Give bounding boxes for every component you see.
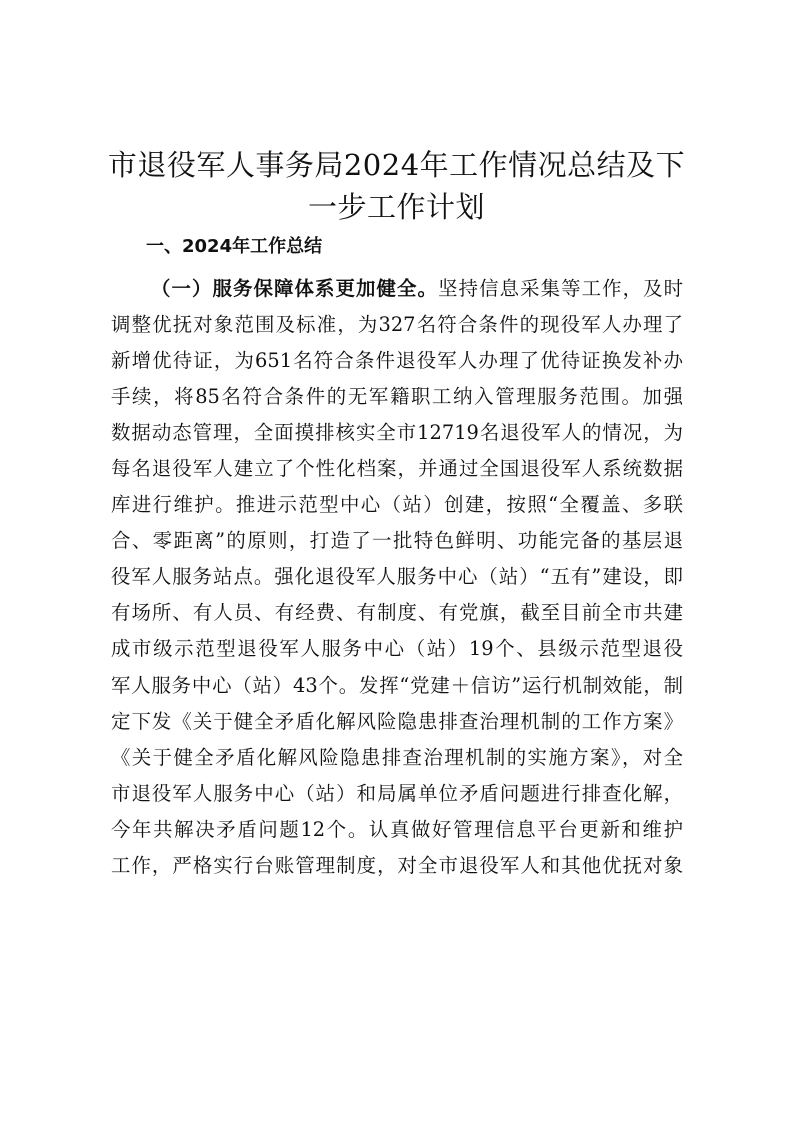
paragraph-line: 数据动态管理，全面摸排核实全市12719名退役军人的情况，为 — [111, 421, 683, 445]
paragraph-line: 调整优抚对象范围及标准，为327名符合条件的现役军人办理了 — [111, 313, 683, 337]
paragraph-line: 合、零距离”的原则，打造了一批特色鲜明、功能完备的基层退 — [111, 529, 683, 553]
paragraph-line: 《关于健全矛盾化解风险隐患排查治理机制的实施方案》，对全 — [111, 745, 683, 769]
paragraph-line: 每名退役军人建立了个性化档案，并通过全国退役军人系统数据 — [111, 457, 683, 481]
paragraph-line: 成市级示范型退役军人服务中心（站）19个、县级示范型退役 — [111, 637, 683, 661]
paragraph-line: 工作，严格实行台账管理制度，对全市退役军人和其他优抚对象 — [111, 853, 683, 877]
paragraph-line-text: 坚持信息采集等工作，及时 — [438, 277, 684, 300]
paragraph-line: 库进行维护。推进示范型中心（站）创建，按照“全覆盖、多联 — [111, 493, 683, 517]
paragraph-line: 今年共解决矛盾问题12个。认真做好管理信息平台更新和维护 — [111, 817, 683, 841]
paragraph-line: 有场所、有人员、有经费、有制度、有党旗，截至目前全市共建 — [111, 601, 683, 625]
section-heading: 一、2024年工作总结 — [146, 236, 323, 257]
paragraph-line: 军人服务中心（站）43个。发挥“党建＋信访”运行机制效能，制 — [111, 673, 683, 697]
paragraph-line — [111, 271, 683, 307]
paragraph-line: 定下发《关于健全矛盾化解风险隐患排查治理机制的工作方案》 — [111, 709, 683, 733]
paragraph-line: 役军人服务站点。强化退役军人服务中心（站）“五有”建设，即 — [111, 565, 683, 589]
paragraph-line: 新增优待证，为651名符合条件退役军人办理了优待证换发补办 — [111, 349, 683, 373]
body-paragraph — [111, 271, 683, 884]
title-line-2: 一步工作计划 — [307, 190, 485, 224]
paragraph-line: 手续，将85名符合条件的无军籍职工纳入管理服务范围。加强 — [111, 385, 683, 409]
subsection-heading: （一）服务保障体系更加健全。 — [151, 277, 439, 300]
paragraph-line: 市退役军人服务中心（站）和局属单位矛盾问题进行排查化解， — [111, 781, 683, 805]
document-title — [100, 144, 693, 228]
title-line-1: 市退役军人事务局2024年工作情况总结及下 — [107, 148, 686, 182]
